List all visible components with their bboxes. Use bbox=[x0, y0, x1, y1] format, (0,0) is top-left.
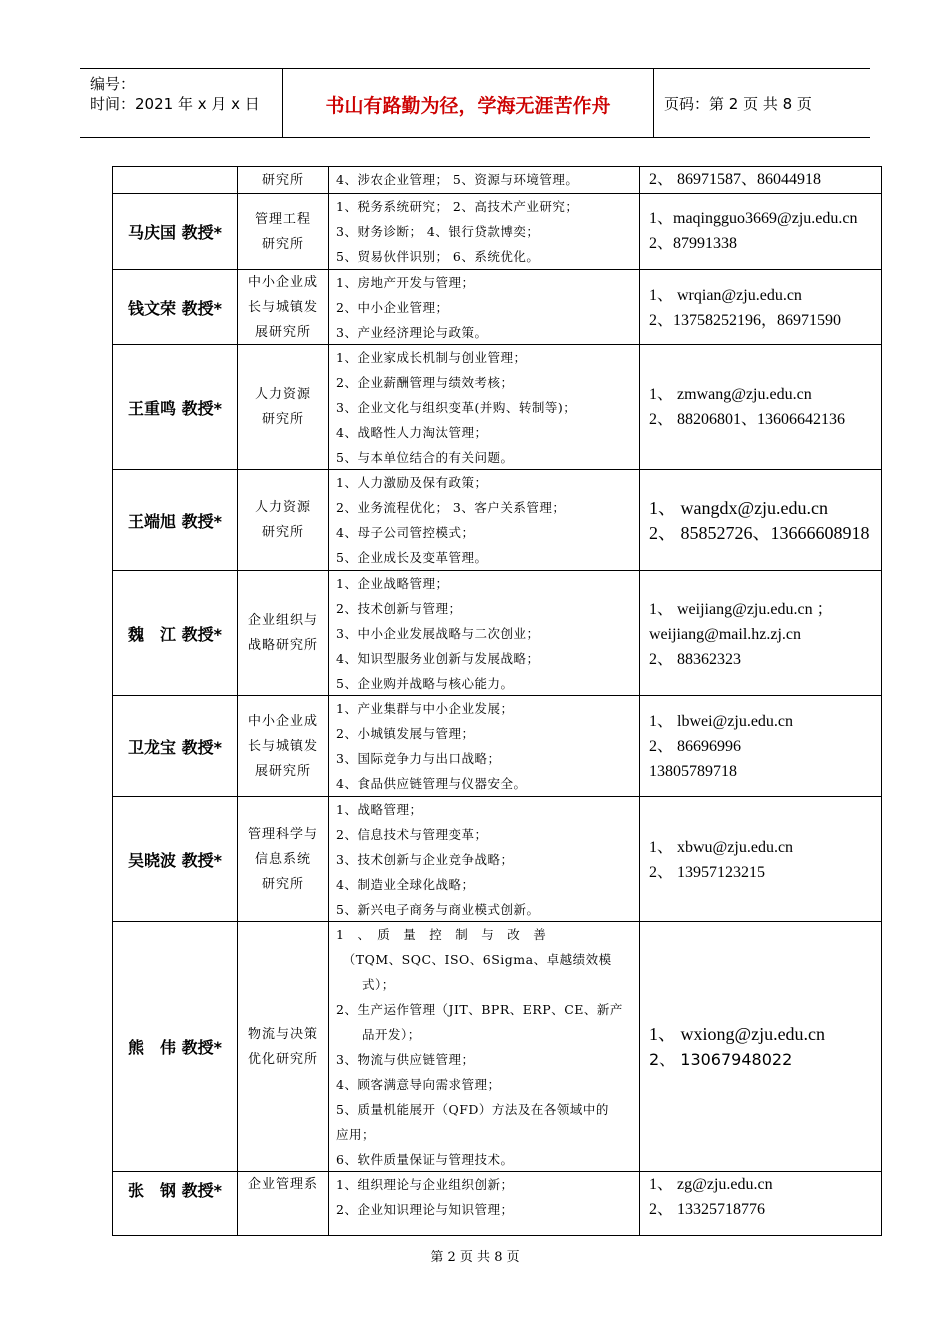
contact-cell bbox=[640, 797, 881, 921]
institute-cell bbox=[238, 167, 328, 193]
research-cell bbox=[329, 922, 639, 1171]
research-item: 1、房地产开发与管理； bbox=[336, 275, 475, 290]
institute-name: 企业管理系 bbox=[247, 1177, 318, 1192]
contact-cell bbox=[640, 571, 881, 695]
research-item: 2、企业薪酬管理与绩效考核； bbox=[336, 375, 514, 390]
contact-email[interactable]: 1、 wangdx@zju.edu.cn bbox=[649, 498, 829, 518]
contact-cell bbox=[640, 922, 881, 1171]
research-item: 3、技术创新与企业竞争战略； bbox=[336, 852, 514, 867]
research-cell bbox=[329, 194, 639, 269]
research-item: 4、制造业全球化战略； bbox=[336, 877, 475, 892]
professor-name: 王端旭 教授* bbox=[128, 511, 222, 531]
contact-phone: 2、87991338 bbox=[649, 235, 738, 252]
research-cell bbox=[329, 470, 639, 570]
institute-name: 企业组织与 战略研究所 bbox=[247, 613, 318, 653]
contact-email[interactable]: 1、 wrqian@zju.edu.cn bbox=[649, 287, 802, 304]
institute-cell bbox=[238, 470, 328, 570]
institute-name: 管理科学与 信息系统 研究所 bbox=[247, 826, 318, 892]
contact-email[interactable]: weijiang@mail.hz.zj.cn bbox=[649, 626, 802, 643]
research-item: 品开发）； bbox=[336, 1027, 421, 1042]
contact-phone: 2、 88206801、13606642136 bbox=[649, 411, 846, 428]
research-item: 4、涉农企业管理； 5、资源与环境管理。 bbox=[336, 172, 579, 187]
institute-name: 研究所 bbox=[261, 172, 304, 188]
page-footer: 第 2 页 共 8 页 bbox=[430, 1250, 520, 1265]
professor-name: 卫龙宝 教授* bbox=[128, 737, 222, 757]
table-row bbox=[113, 1172, 881, 1236]
research-item: 3、国际竞争力与出口战略； bbox=[336, 751, 501, 766]
contact-phone: 2、 13957123215 bbox=[649, 864, 766, 881]
institute-cell bbox=[238, 270, 328, 344]
document-date: 时间：2021 年 x 月 x 日 bbox=[90, 95, 260, 113]
institute-name: 中小企业成 长与城镇发 展研究所 bbox=[247, 713, 318, 779]
research-item: 2、企业知识理论与知识管理； bbox=[336, 1202, 514, 1217]
contact-cell bbox=[640, 1172, 881, 1236]
table-row bbox=[113, 922, 881, 1171]
research-item: 5、新兴电子商务与商业模式创新。 bbox=[336, 902, 540, 917]
institute-cell bbox=[238, 1172, 328, 1236]
professor-name: 张 钢 教授* bbox=[128, 1181, 222, 1200]
research-item: 2、技术创新与管理； bbox=[336, 601, 462, 616]
research-cell bbox=[329, 1172, 639, 1236]
header-page-info: 页码：第 2 页 共 8 页 bbox=[664, 95, 812, 113]
contact-phone: 2、 85852726、13666608918 bbox=[649, 523, 870, 543]
contact-phone: 13805789718 bbox=[649, 763, 737, 780]
research-item: 3、企业文化与组织变革(并购、转制等)； bbox=[336, 400, 577, 415]
research-item: 1、税务系统研究； 2、高技术产业研究； bbox=[336, 199, 579, 214]
table-row bbox=[113, 167, 881, 193]
professor-name bbox=[113, 167, 237, 193]
contact-line: 2、 86971587、86044918 bbox=[649, 171, 822, 188]
document-number: 编号： bbox=[90, 75, 136, 93]
institute-name: 物流与决策 优化研究所 bbox=[247, 1026, 318, 1067]
institute-cell bbox=[238, 922, 328, 1171]
research-item: 2、小城镇发展与管理； bbox=[336, 726, 475, 741]
institute-cell bbox=[238, 797, 328, 921]
professor-name: 王重鸣 教授* bbox=[128, 398, 222, 418]
institute-cell bbox=[238, 345, 328, 469]
table-row bbox=[113, 194, 881, 269]
research-item: 3、产业经济理论与政策。 bbox=[336, 325, 488, 340]
research-item: 1、产业集群与中小企业发展； bbox=[336, 701, 514, 716]
research-item: 2、生产运作管理（JIT、BPR、ERP、CE、新产 bbox=[336, 1002, 623, 1017]
research-item: 应用； bbox=[336, 1127, 376, 1142]
research-item: 4、知识型服务业创新与发展战略； bbox=[336, 651, 540, 666]
research-cell bbox=[329, 167, 639, 193]
research-item: 1、组织理论与企业组织创新； bbox=[336, 1177, 514, 1192]
contact-phone: 2、 88362323 bbox=[649, 651, 742, 668]
contact-cell bbox=[640, 470, 881, 570]
contact-email[interactable]: 1、maqingguo3669@zju.edu.cn bbox=[649, 210, 858, 227]
research-cell bbox=[329, 270, 639, 344]
table-row bbox=[113, 345, 881, 469]
contact-cell bbox=[640, 194, 881, 269]
research-item: 2、中小企业管理； bbox=[336, 300, 449, 315]
contact-cell bbox=[640, 696, 881, 796]
research-item: （TQM、SQC、ISO、6Sigma、卓越绩效模 bbox=[336, 952, 612, 967]
institute-cell bbox=[238, 696, 328, 796]
research-item: 2、业务流程优化； 3、客户关系管理； bbox=[336, 500, 566, 515]
contact-phone: 2、 86696996 bbox=[649, 738, 742, 755]
contact-email[interactable]: 1、 lbwei@zju.edu.cn bbox=[649, 713, 794, 730]
table-row bbox=[113, 797, 881, 921]
contact-email[interactable]: 1、 xbwu@zju.edu.cn bbox=[649, 839, 794, 856]
research-item: 3、物流与供应链管理； bbox=[336, 1052, 475, 1067]
professor-name: 马庆国 教授* bbox=[128, 223, 222, 242]
contact-phone: 2、 13325718776 bbox=[649, 1201, 766, 1218]
contact-email[interactable]: 1、 zg@zju.edu.cn bbox=[649, 1176, 773, 1193]
faculty-table bbox=[112, 166, 882, 1236]
research-item: 5、企业购并战略与核心能力。 bbox=[336, 676, 514, 691]
research-item: 5、贸易伙伴识别； 6、系统优化。 bbox=[336, 249, 540, 264]
table-row bbox=[113, 696, 881, 796]
institute-name: 人力资源 研究所 bbox=[254, 500, 311, 540]
institute-name: 人力资源 研究所 bbox=[254, 387, 311, 427]
research-item: 4、食品供应链管理与仪器安全。 bbox=[336, 776, 527, 791]
research-item: 1 、 质 量 控 制 与 改 善 bbox=[336, 927, 547, 942]
research-item: 1、人力激励及保有政策； bbox=[336, 475, 488, 490]
professor-name: 吴晓波 教授* bbox=[128, 850, 222, 870]
contact-cell bbox=[640, 167, 881, 193]
research-item: 3、财务诊断； 4、银行贷款博奕； bbox=[336, 224, 540, 239]
institute-name: 中小企业成 长与城镇发 展研究所 bbox=[247, 274, 318, 340]
header-motto: 书山有路勤为径，学海无涯苦作舟 bbox=[325, 95, 611, 117]
institute-cell bbox=[238, 571, 328, 695]
contact-email[interactable]: 1、 weijiang@zju.edu.cn ； bbox=[649, 601, 833, 618]
research-item: 5、企业成长及变革管理。 bbox=[336, 550, 488, 565]
research-item: 4、母子公司管控模式； bbox=[336, 525, 475, 540]
header-meta bbox=[80, 69, 283, 137]
contact-phone: 2、 13067948022 bbox=[649, 1050, 793, 1069]
research-item: 5、与本单位结合的有关问题。 bbox=[336, 450, 514, 465]
research-item: 3、中小企业发展战略与二次创业； bbox=[336, 626, 540, 641]
research-item: 4、战略性人力淘汰管理； bbox=[336, 425, 488, 440]
research-item: 4、顾客满意导向需求管理； bbox=[336, 1077, 501, 1092]
table-row bbox=[113, 470, 881, 570]
research-cell bbox=[329, 696, 639, 796]
research-item: 1、战略管理； bbox=[336, 802, 423, 817]
professor-name: 熊 伟 教授* bbox=[128, 1038, 222, 1057]
professor-name: 魏 江 教授* bbox=[128, 624, 222, 644]
header-motto-cell bbox=[283, 69, 654, 137]
table-row bbox=[113, 270, 881, 344]
contact-email[interactable]: 1、 zmwang@zju.edu.cn bbox=[649, 386, 812, 403]
research-item: 2、信息技术与管理变革； bbox=[336, 827, 488, 842]
contact-cell bbox=[640, 345, 881, 469]
professor-name: 钱文荣 教授* bbox=[128, 298, 222, 318]
research-cell bbox=[329, 345, 639, 469]
institute-name: 管理工程 研究所 bbox=[254, 211, 311, 252]
research-item: 1、企业家成长机制与创业管理； bbox=[336, 350, 527, 365]
institute-cell bbox=[238, 194, 328, 269]
research-cell bbox=[329, 797, 639, 921]
table-row bbox=[113, 571, 881, 695]
research-cell bbox=[329, 571, 639, 695]
research-item: 6、软件质量保证与管理技术。 bbox=[336, 1152, 514, 1167]
page-header bbox=[80, 68, 870, 138]
research-item: 1、企业战略管理； bbox=[336, 576, 449, 591]
research-item: 5、质量机能展开（QFD）方法及在各领域中的 bbox=[336, 1102, 609, 1117]
contact-phone: 2、13758252196，86971590 bbox=[649, 312, 842, 329]
contact-cell bbox=[640, 270, 881, 344]
research-item: 式）； bbox=[336, 977, 395, 992]
contact-email[interactable]: 1、 wxiong@zju.edu.cn bbox=[649, 1024, 826, 1044]
